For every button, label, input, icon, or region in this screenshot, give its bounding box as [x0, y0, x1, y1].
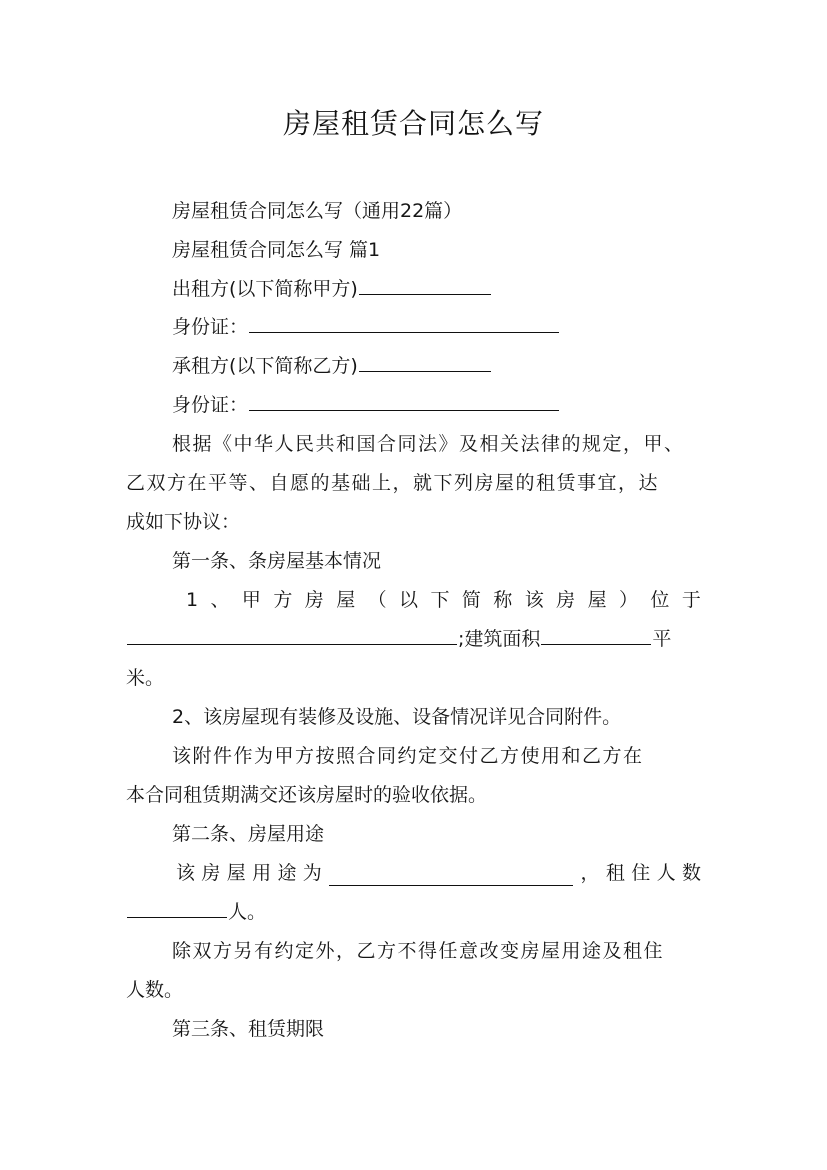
location-blank	[127, 626, 457, 645]
char: 用	[252, 862, 272, 884]
char: 租	[605, 862, 625, 884]
preamble-line-2: 乙双方在平等、自愿的基础上，就下列房屋的租赁事宜，达	[126, 472, 660, 494]
area-unit-b: 米。	[126, 667, 165, 689]
char: 屋	[226, 862, 246, 884]
lessee-id-blank	[249, 392, 559, 411]
lessee-blank	[359, 353, 491, 372]
char: 方	[273, 589, 293, 611]
char: 数	[681, 862, 701, 884]
lessee-label: 承租方(以下简称乙方)	[172, 355, 358, 377]
char: ，	[580, 862, 600, 884]
char: 途	[277, 862, 297, 884]
occupants-blank	[127, 899, 227, 918]
char: 简	[461, 589, 481, 611]
char: 人	[656, 862, 676, 884]
area-blank	[541, 626, 651, 645]
article-1-heading: 第一条、条房屋基本情况	[172, 550, 382, 572]
preamble-line-3: 成如下协议：	[126, 511, 241, 533]
lessor-blank	[359, 276, 491, 295]
char: 为	[302, 862, 322, 884]
article-1-item-2: 2、该房屋现有装修及设施、设备情况详见合同附件。	[172, 706, 622, 728]
char: 位	[650, 589, 670, 611]
occupants-line	[126, 899, 266, 925]
lessor-id-blank	[249, 314, 559, 333]
char: 下	[430, 589, 450, 611]
char: 于	[681, 589, 701, 611]
char: 甲	[241, 589, 261, 611]
article-1-item-1-line	[186, 587, 701, 613]
char: 房	[304, 589, 324, 611]
area-unit-a: 平	[652, 628, 672, 650]
article-2-note-line-2: 人数。	[126, 979, 184, 1001]
char: 称	[493, 589, 513, 611]
article-2-heading: 第二条、房屋用途	[172, 823, 325, 845]
lessee-line	[172, 353, 492, 379]
char: 1	[186, 589, 199, 611]
char: 该	[524, 589, 544, 611]
person-unit: 人。	[228, 901, 267, 923]
article-1-note-line-2: 本合同租赁期满交还该房屋时的验收依据。	[126, 784, 488, 806]
id-label: 身份证：	[172, 394, 249, 416]
preamble-line-1: 根据《中华人民共和国合同法》及相关法律的规定，甲、	[172, 433, 685, 455]
char: 该	[176, 862, 196, 884]
char: 房	[556, 589, 576, 611]
document-subtitle: 房屋租赁合同怎么写（通用22篇）	[172, 200, 463, 222]
char: 、	[210, 589, 230, 611]
area-label: ;建筑面积	[458, 628, 541, 650]
document-title: 房屋租赁合同怎么写	[282, 107, 544, 140]
char: 房	[201, 862, 221, 884]
article-2-usage-line	[176, 860, 701, 886]
char: 屋	[336, 589, 356, 611]
id-label: 身份证：	[172, 316, 249, 338]
lessor-line	[172, 276, 492, 302]
lessor-id-line	[172, 314, 560, 340]
char: （	[367, 589, 387, 611]
char: ）	[618, 589, 638, 611]
article-3-heading: 第三条、租赁期限	[172, 1018, 325, 1040]
char: 住	[631, 862, 651, 884]
section-heading: 房屋租赁合同怎么写 篇1	[172, 239, 381, 261]
lessor-label: 出租方(以下简称甲方)	[172, 278, 358, 300]
article-1-item-1-line-2	[126, 626, 671, 652]
usage-blank	[329, 867, 573, 886]
article-2-note-line-1: 除双方另有约定外，乙方不得任意改变房屋用途及租住	[172, 940, 665, 962]
char: 以	[399, 589, 419, 611]
char: 屋	[587, 589, 607, 611]
article-1-note-line-1: 该附件作为甲方按照合同约定交付乙方使用和乙方在	[172, 745, 644, 767]
lessee-id-line	[172, 392, 560, 418]
